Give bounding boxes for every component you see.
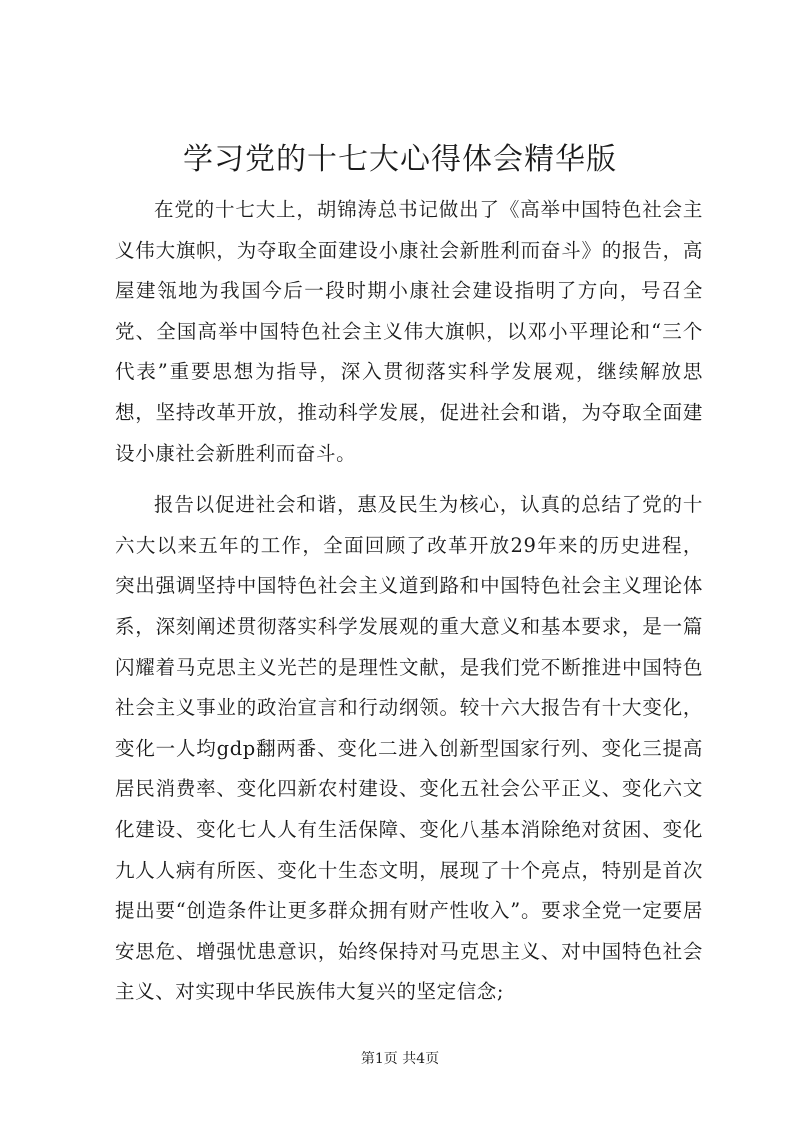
paragraph-2: 报告以促进社会和谐，惠及民生为核心，认真的总结了党的十六大以来五年的工作，全面回顾了改革开放29年来的历史进程，突出强调坚持中国特色社会主义道到路和中国特色社会主义理论体系，深刻阐述贯彻落实科学发展观的重大意义和基本要求，是一篇闪耀着马克思主义光芒的是理性文献，是我们党不断推进中国特色社会主义事业的政治宣言和行动纲领。较十六大报告有十大变化，变化一人均gdp翻两番、变化二进入创新型国家行列、变化三提高居民消费率、变化四新农村建设、变化五社会公平正义、变化六文化建设、变化七人人有生活保障、变化八基本消除绝对贫困、变化九人人病有所医、变化十生态文明，展现了十个亮点，特别是首次提出要“创造条件让更多群众拥有财产性收入”。要求全党一定要居安思危、增强忧患意识，始终保持对马克思主义、对中国特色社会主义、对实现中华民族伟大复兴的坚定信念;	[115, 493, 703, 1004]
page-title: 学习党的十七大心得体会精华版	[183, 142, 617, 177]
page-number-footer: 第1页 共4页	[360, 1051, 440, 1067]
paragraph-1: 在党的十七大上，胡锦涛总书记做出了《高举中国特色社会主义伟大旗帜，为夺取全面建设小康社会新胜利而奋斗》的报告，高屋建瓴地为我国今后一段时期小康社会建设指明了方向，号召全党、全国高举中国特色社会主义伟大旗帜，以邓小平理论和“三个代表”重要思想为指导，深入贯彻落实科学发展观，继续解放思想，坚持改革开放，推动科学发展，促进社会和谐，为夺取全面建设小康社会新胜利而奋斗。	[115, 198, 703, 465]
document-body	[115, 190, 703, 1013]
